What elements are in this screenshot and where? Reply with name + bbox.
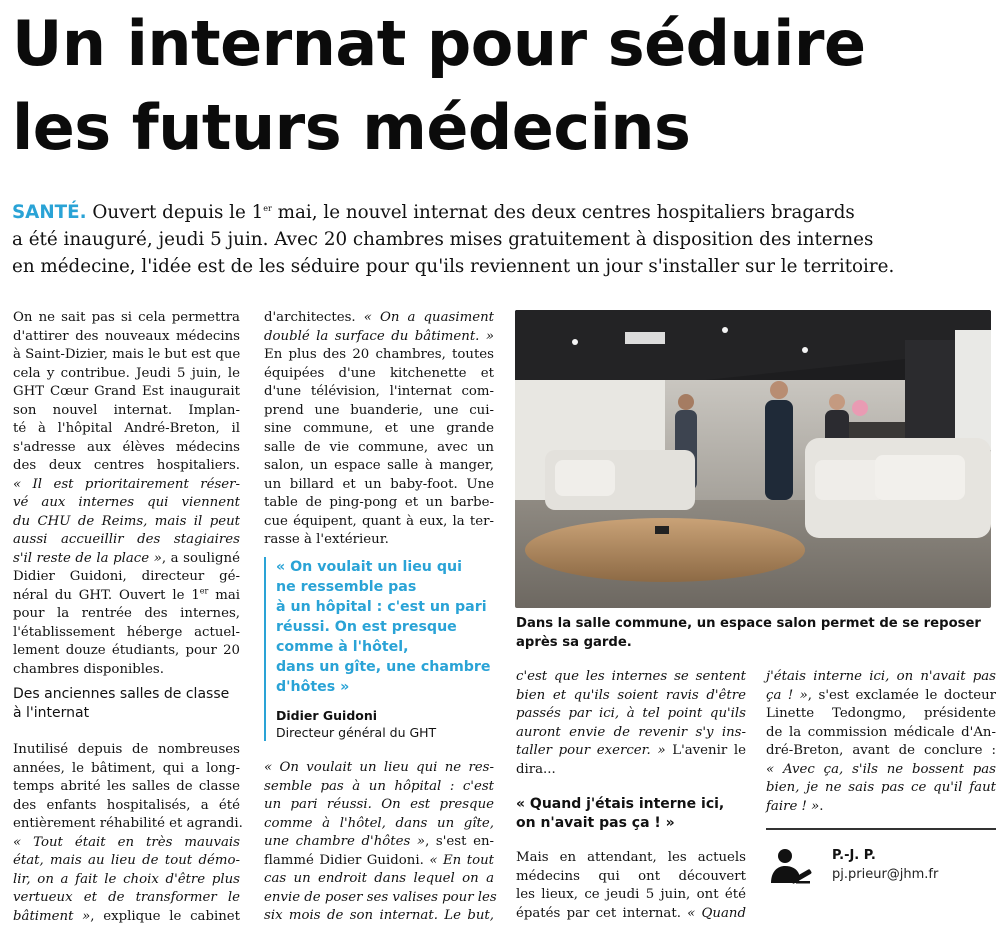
paragraph-intro: On ne sait pas si cela permettra d'attirer des nouveaux médecins à Saint-Dizier, mais le but est que cela y contribue. Jeudi 5 juin, le GHT Cœur Grand Est inaugurait son nouvel internat. Implan- té à l'hôpital André-Breton, il s'adresse aux élèves médecins des deux centres hospitaliers. « Il est prioritairement réser- vé aux internes qui viennent du CHU de Reims, mais il peut aussi accueillir des stagiaires s'il reste de la place », a souligné Didier Guidoni, directeur gé- néral du GHT. Ouvert le 1er mai pour la rentrée des internes, l'établissement héberge actuel- lement douze étudiants, pour 20 chambres disponibles. [13,310,241,677]
signature-divider [766,828,996,830]
headline-line-1: Un internat pour séduire [12,7,866,80]
author-email[interactable]: pj.prieur@jhm.fr [832,867,939,882]
article-column-1 [13,309,240,679]
subhead-classrooms: Des anciennes salles de classe à l'internat [13,686,230,721]
article-column-2: d'architectes. « On a quasiment doublé la surface du bâtiment. » En plus des 20 chambres, toutes équipées d'une kitchenette et d'une télévision, l'internat com- prend une buanderie, une cui- sine commune, et une grande salle de vie commune, avec un salon, un espace salle à manger, un billard et un baby-foot. Une table de ping-pong et un barbe- cue équipent, quant à eux, la ter- rasse à l'extérieur. [264,310,494,547]
journalist-writing-icon [768,847,818,887]
article-column-4: j'étais interne ici, on n'avait pas ça ! », s'est exclamée le docteur Linette Tedongmo, présidente de la commission médicale d'An- dré-Breton, avant de conclure : « Avec ça, s'ils ne bossent pas bien, je ne sais pas ce qu'il faut faire ! ». [766,669,996,814]
subhead-quote: « Quand j'étais interne ici, on n'avait pas ça ! » [516,796,725,831]
headline [12,2,1002,170]
headline-line-2: les futurs médecins [12,91,691,164]
article-column-3: c'est que les internes se sentent bien et qu'ils soient ravis d'être passés par ici, à tel point qu'ils auront envie de revenir s'y ins- taller pour exercer. » L'avenir le dira... [516,669,746,777]
article-column-2-part-2: « On voulait un lieu qui ne res- semble pas à un hôpital : c'est un pari réussi. On est presque comme à l'hôtel, dans un gîte, une chambre d'hôtes », s'est en- flammé Didier Guidoni. « En tout cas un endroit dans lequel on a envie de poser ses valises pour les six mois de son internat. Le but, [264,760,497,923]
article-column-3-part-2: Mais en attendant, les actuels médecins qui ont découvert les lieux, ce jeudi 5 juin, ont été épatés par cet internat. « Quand [516,850,746,921]
author-name: P.-J. P. [832,848,876,863]
lounge-photo [515,310,991,608]
kicker: SANTÉ. [12,202,87,223]
paragraph-building: Inutilisé depuis de nombreuses années, le bâtiment, qui a long- temps abrité les salles de classe des enfants hospitalisés, a été entièrement réhabilité et agrandi. « Tout était en très mauvais état, mais au lieu de tout démo- lir, on a fait le choix d'être plus vertueux et de transformer le bâtiment », explique le cabinet [13,742,243,924]
pull-quote-role: Directeur général du GHT [276,725,437,740]
lead-paragraph: SANTÉ. Ouvert depuis le 1er mai, le nouvel internat des deux centres hospitaliers bragards a été inauguré, jeudi 5 juin. Avec 20 chambres mises gratuitement à disposition des internes en médecine, l'idée est de les séduire pour qu'ils reviennent un jour s'installer sur le territoire. [12,202,895,277]
lounge-photo-illustration [515,310,991,608]
pull-quote-author: Didier Guidoni [276,708,378,723]
pull-quote: « On voulait un lieu qui ne ressemble pas à un hôpital : c'est un pari réussi. On est presque comme à l'hôtel, dans un gîte, une chambre d'hôtes » Didier Guidoni Directeur général du GHT [264,557,516,741]
photo-caption: Dans la salle commune, un espace salon permet de se reposer après sa garde. [516,616,981,650]
article-column-1-part-2 [13,741,243,926]
